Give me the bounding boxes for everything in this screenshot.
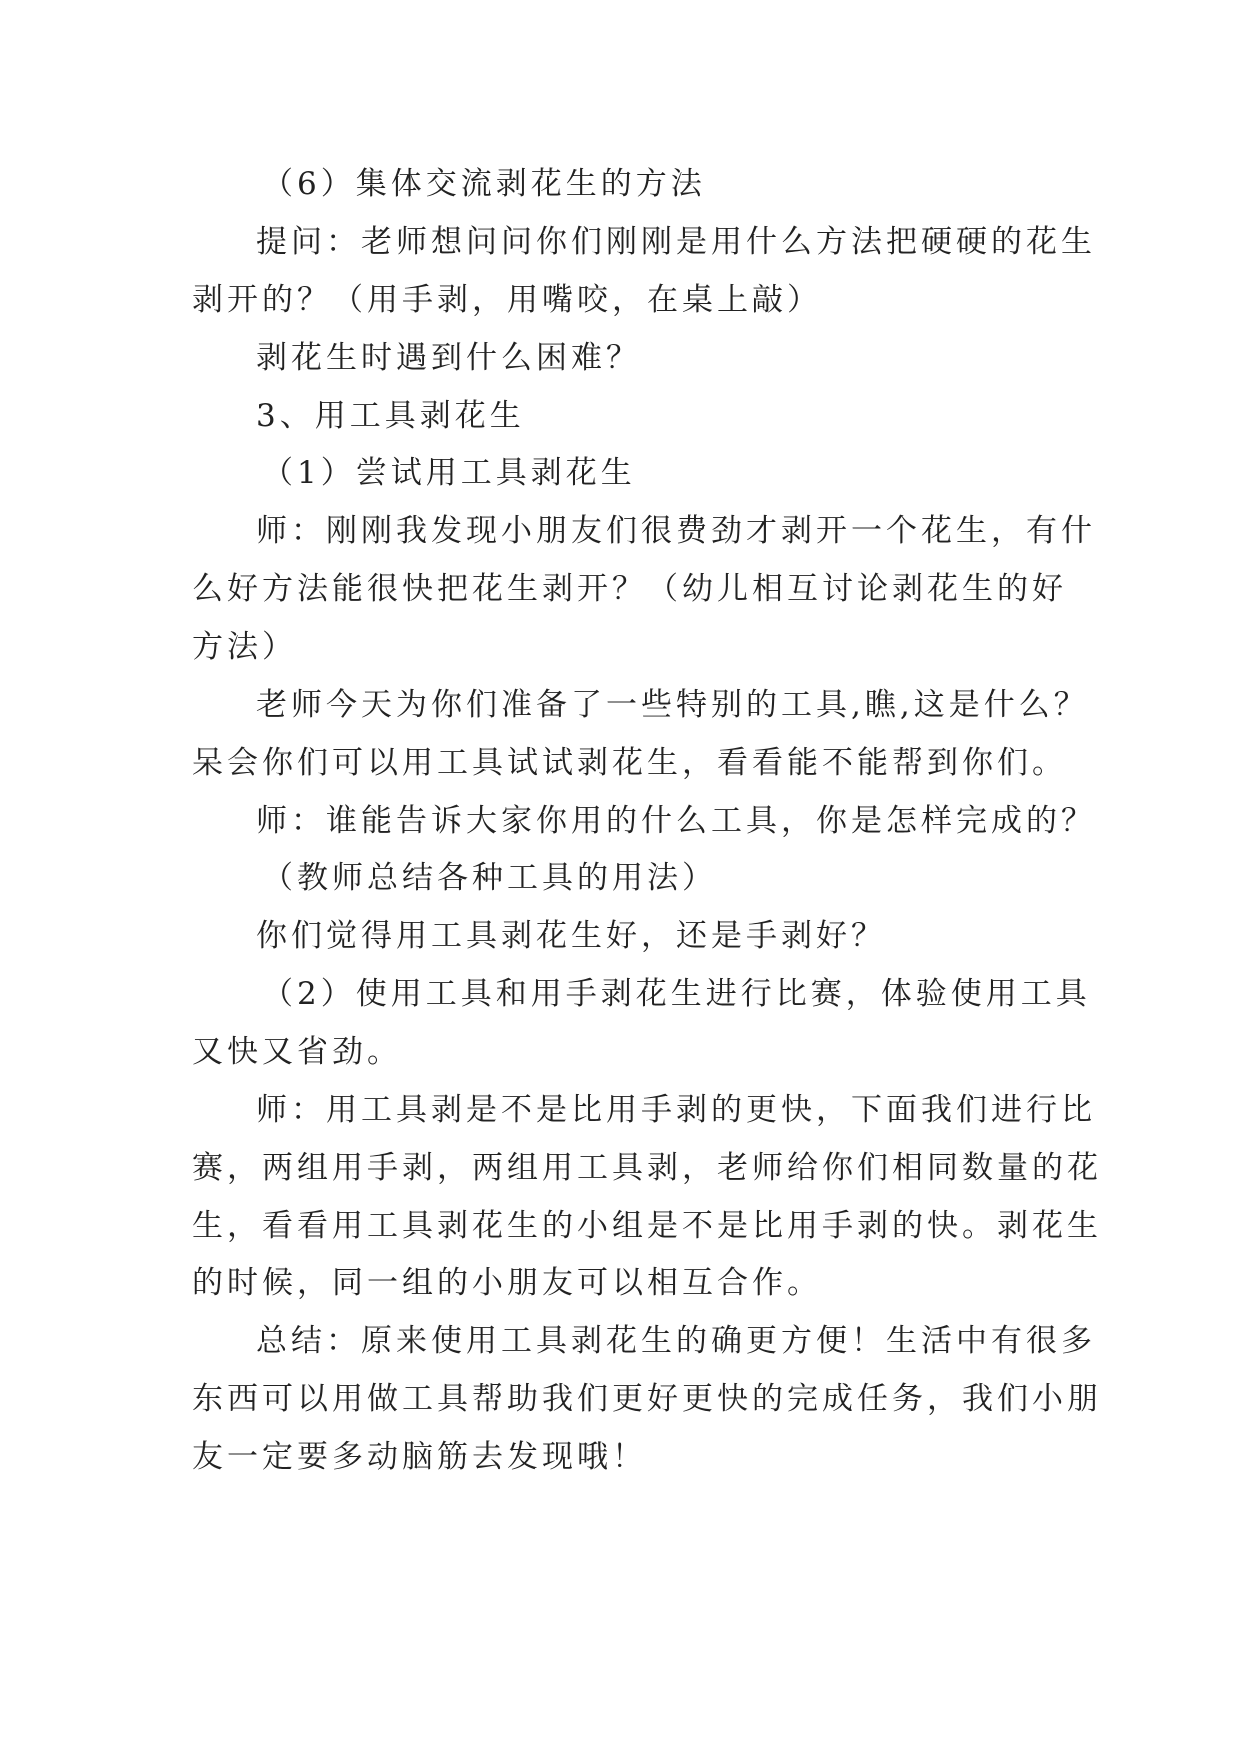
heading-step-6: （6）集体交流剥花生的方法: [262, 166, 706, 202]
paragraph-competition-line-4: 的时候，同一组的小朋友可以相互合作。: [192, 1265, 822, 1301]
heading-section-3: 3、用工具剥花生: [256, 398, 525, 434]
paragraph-teacher-line-3: 方法）: [192, 629, 297, 665]
heading-step-2-line-1: （2）使用工具和用手剥花生进行比赛，体验使用工具: [262, 976, 1091, 1012]
paragraph-summary-line-1: 总结：原来使用工具剥花生的确更方便！生活中有很多: [256, 1323, 1096, 1359]
paragraph-summary-line-3: 友一定要多动脑筋去发现哦！: [192, 1439, 647, 1475]
paragraph-competition-line-1: 师：用工具剥是不是比用手剥的更快，下面我们进行比: [256, 1092, 1096, 1128]
paragraph-difficulty: 剥花生时遇到什么困难？: [256, 340, 641, 376]
paragraph-competition-line-3: 生，看看用工具剥花生的小组是不是比用手剥的快。剥花生: [192, 1208, 1102, 1244]
paragraph-question-line-2: 剥开的？（用手剥，用嘴咬，在桌上敲）: [192, 282, 822, 318]
paragraph-question-line-1: 提问：老师想问问你们刚刚是用什么方法把硬硬的花生: [256, 224, 1096, 260]
paragraph-tools-line-1: 老师今天为你们准备了一些特别的工具,瞧,这是什么？: [256, 687, 1089, 723]
paragraph-tools-line-2: 呆会你们可以用工具试试剥花生，看看能不能帮到你们。: [192, 745, 1067, 781]
heading-step-2-line-2: 又快又省劲。: [192, 1034, 402, 1070]
paragraph-teacher-line-1: 师：刚刚我发现小朋友们很费劲才剥开一个花生，有什: [256, 513, 1096, 549]
paragraph-who-can-tell: 师：谁能告诉大家你用的什么工具，你是怎样完成的？: [256, 803, 1096, 839]
paragraph-teacher-summary: （教师总结各种工具的用法）: [262, 860, 717, 896]
paragraph-summary-line-2: 东西可以用做工具帮助我们更好更快的完成任务，我们小朋: [192, 1381, 1102, 1417]
paragraph-which-better: 你们觉得用工具剥花生好，还是手剥好？: [256, 918, 886, 954]
paragraph-competition-line-2: 赛，两组用手剥，两组用工具剥，老师给你们相同数量的花: [192, 1150, 1102, 1186]
paragraph-teacher-line-2: 么好方法能很快把花生剥开？（幼儿相互讨论剥花生的好: [192, 571, 1067, 607]
heading-step-1: （1）尝试用工具剥花生: [262, 455, 636, 491]
